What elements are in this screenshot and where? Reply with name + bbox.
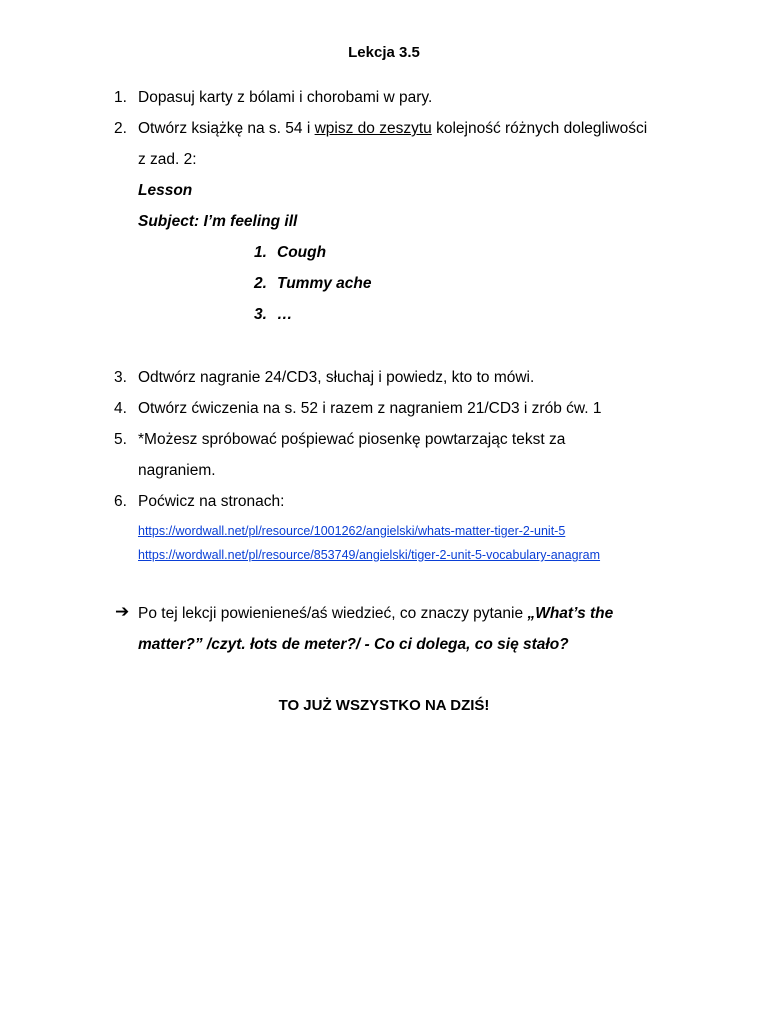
wordwall-link-2[interactable]: https://wordwall.net/pl/resource/853749/angielski/tiger-2-unit-5-vocabulary-anagram xyxy=(138,548,601,562)
list-number: 2. xyxy=(114,120,127,137)
summary-text xyxy=(138,604,613,624)
list-number: 1. xyxy=(114,89,127,106)
sublist-number: 1. xyxy=(254,244,267,261)
list-number: 3. xyxy=(114,369,127,386)
lesson-subject: Subject: I’m feeling ill xyxy=(138,213,298,230)
list-item-text-continued: z zad. 2: xyxy=(138,151,197,168)
list-number: 5. xyxy=(114,431,127,448)
list-item-text-continued: nagraniem. xyxy=(138,462,216,479)
list-item-text xyxy=(138,119,647,139)
text-segment: kolejność różnych dolegliwości xyxy=(431,120,648,137)
sublist-item: … xyxy=(277,306,293,323)
lesson-label: Lesson xyxy=(138,182,193,199)
list-item-text: Dopasuj karty z bólami i chorobami w pary. xyxy=(138,89,433,106)
summary-question: „What’s the xyxy=(527,605,614,622)
sublist-item: Tummy ache xyxy=(277,275,372,292)
summary-question-continued: matter?” /czyt. łots de meter?/ - Co ci dolega, co się stało? xyxy=(138,636,569,653)
list-item-text: Poćwicz na stronach: xyxy=(138,493,285,510)
wordwall-link-1[interactable]: https://wordwall.net/pl/resource/1001262/angielski/whats-matter-tiger-2-unit-5 xyxy=(138,524,566,538)
sublist-number: 3. xyxy=(254,306,267,323)
closing-note: TO JUŻ WSZYSTKO NA DZIŚ! xyxy=(278,697,490,714)
list-number: 6. xyxy=(114,493,127,510)
underlined-text: wpisz do zeszytu xyxy=(314,120,432,137)
page-title: Lekcja 3.5 xyxy=(348,44,420,61)
text-segment: Otwórz książkę na s. 54 i xyxy=(138,120,315,137)
sublist-item: Cough xyxy=(277,244,327,261)
list-number: 4. xyxy=(114,400,127,417)
list-item-text: Odtwórz nagranie 24/CD3, słuchaj i powiedz, kto to mówi. xyxy=(138,369,535,386)
list-item-text: *Możesz spróbować pośpiewać piosenkę powtarzając tekst za xyxy=(138,431,566,448)
list-item-text: Otwórz ćwiczenia na s. 52 i razem z nagraniem 21/CD3 i zrób ćw. 1 xyxy=(138,400,602,417)
arrow-right-icon: ➔ xyxy=(115,602,130,621)
sublist-number: 2. xyxy=(254,275,267,292)
summary-sentence: Po tej lekcji powienieneś/aś wiedzieć, co znaczy pytanie xyxy=(138,605,528,622)
